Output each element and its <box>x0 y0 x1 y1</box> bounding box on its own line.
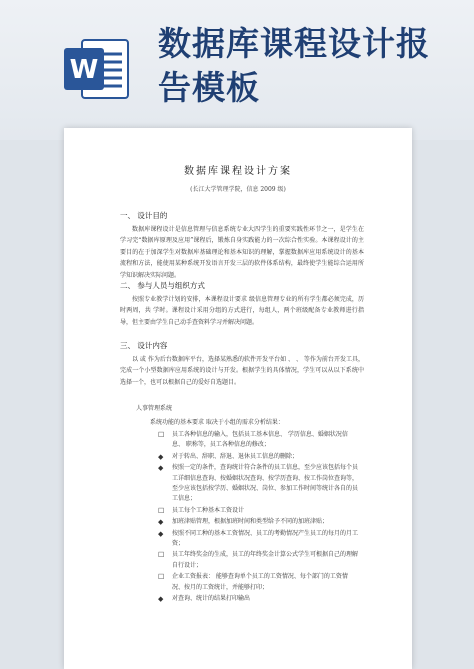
requirement-intro: 系统功能的基本要求 取决于小组的需求分析结果： <box>150 419 284 426</box>
document-title: 数据库课程设计方案 <box>184 166 292 177</box>
checkbox-bullet-icon: ☐ <box>158 431 165 439</box>
diamond-bullet-icon: ◆ <box>158 452 164 461</box>
list-item <box>158 529 358 550</box>
list-item <box>158 452 358 462</box>
diamond-bullet-icon: ◆ <box>158 464 164 473</box>
checkbox-bullet-icon: ☐ <box>158 551 165 560</box>
document-page <box>64 128 412 669</box>
document-subtitle: (长江大学管理学院，信息 2009 级) <box>190 186 286 193</box>
list-item <box>158 550 358 571</box>
word-document-icon <box>62 36 132 102</box>
requirement-list <box>158 430 358 606</box>
section-heading-purpose: 一、 设计目的 <box>120 211 168 220</box>
list-item-text: 按照一定的条件，查询统计符合条件的员工信息，至少应该包括每个员工详细信息查询、按婚姻状况查询、按学历查询、按工作岗位查询等，至少应该包括按学历、婚姻状况、岗位、参加工作时间等统计各自的员工信息； <box>172 464 359 503</box>
list-item <box>158 430 358 451</box>
list-item-text: 对于转出、辞职、辞退、退休员工信息的删除； <box>172 452 299 460</box>
list-item-text: 企业工资报表： 能够查询单个员工的工资情况、每个部门的工资情况、按月的工资统计，并能够打印； <box>172 573 348 591</box>
list-item-text: 员工年终奖金的生成，员工的年终奖金计算公式学生可根据自己的理解自行设计； <box>172 551 359 569</box>
diamond-bullet-icon: ◆ <box>158 595 164 604</box>
banner-title: 数据库课程设计报告模板 <box>158 24 430 107</box>
list-item <box>158 517 358 527</box>
section-text-purpose: 数据库课程设计是信息管理与信息系统专业大四学生的重要实践性环节之一，是学生在学习完“数据库原理及应用”课程后，锻炼自身实践能力的一次综合性实验。本课程设计的主要目的在于加深学生对数据库基础理论和基本知识的理解，掌握数据库应用系统设计的基本流程和方法，能使用某种系统开发语言开发三层的软件体系结构，最终使学生能综合运用所学知识解决实际问题。 <box>120 226 364 279</box>
banner <box>0 0 474 140</box>
list-item <box>158 572 358 593</box>
checkbox-bullet-icon: ☐ <box>158 506 165 515</box>
diamond-bullet-icon: ◆ <box>158 518 164 527</box>
list-item-text: 员工各种信息的输入，包括员工基本信息、 学历信息、婚姻状况信息、 职称等，员工各种信息的修改； <box>172 431 348 449</box>
list-item <box>158 506 358 516</box>
list-item-text: 加班津贴管理，根据加班时间和类型给予不同的加班津贴； <box>172 518 329 526</box>
diamond-bullet-icon: ◆ <box>158 529 164 538</box>
list-item-text: 员工每个工种基本工资设计 <box>172 506 245 514</box>
section-heading-content: 三、 设计内容 <box>120 341 168 350</box>
list-item-text: 对查询、统计的结果打印输出 <box>172 595 251 603</box>
section-heading-participants: 二、 参与人员与组织方式 <box>120 281 205 290</box>
checkbox-bullet-icon: ☐ <box>158 573 165 582</box>
list-item <box>158 463 358 505</box>
section-text-participants: 按照专业教学计划的安排，本课程设计要求 级信息管理专业的所有学生都必须完成，历时两周，共 学时。课程设计采用分组的方式进行，每组人，两个班级配备专业教师进行指导，但主要由学生自己动手查资料学习并解决问题。 <box>120 296 364 326</box>
system-title: 人事管理系统 <box>136 405 173 412</box>
list-item <box>158 594 358 604</box>
section-text-content: 以 或 作为后台数据库平台，选择某熟悉的软件开发平台如 、 、 等作为前台开发工具，完成一个小型数据库应用系统的设计与开发。根据学生的具体情况，学生可以从以下系统中选择一个，也可以根据自己的爱好自选题目。 <box>120 356 364 386</box>
word-logo-letter: W <box>69 55 99 85</box>
list-item-text: 按照不同工种的基本工资情况、员工的考勤情况产生员工的每月的月工资； <box>172 529 359 548</box>
